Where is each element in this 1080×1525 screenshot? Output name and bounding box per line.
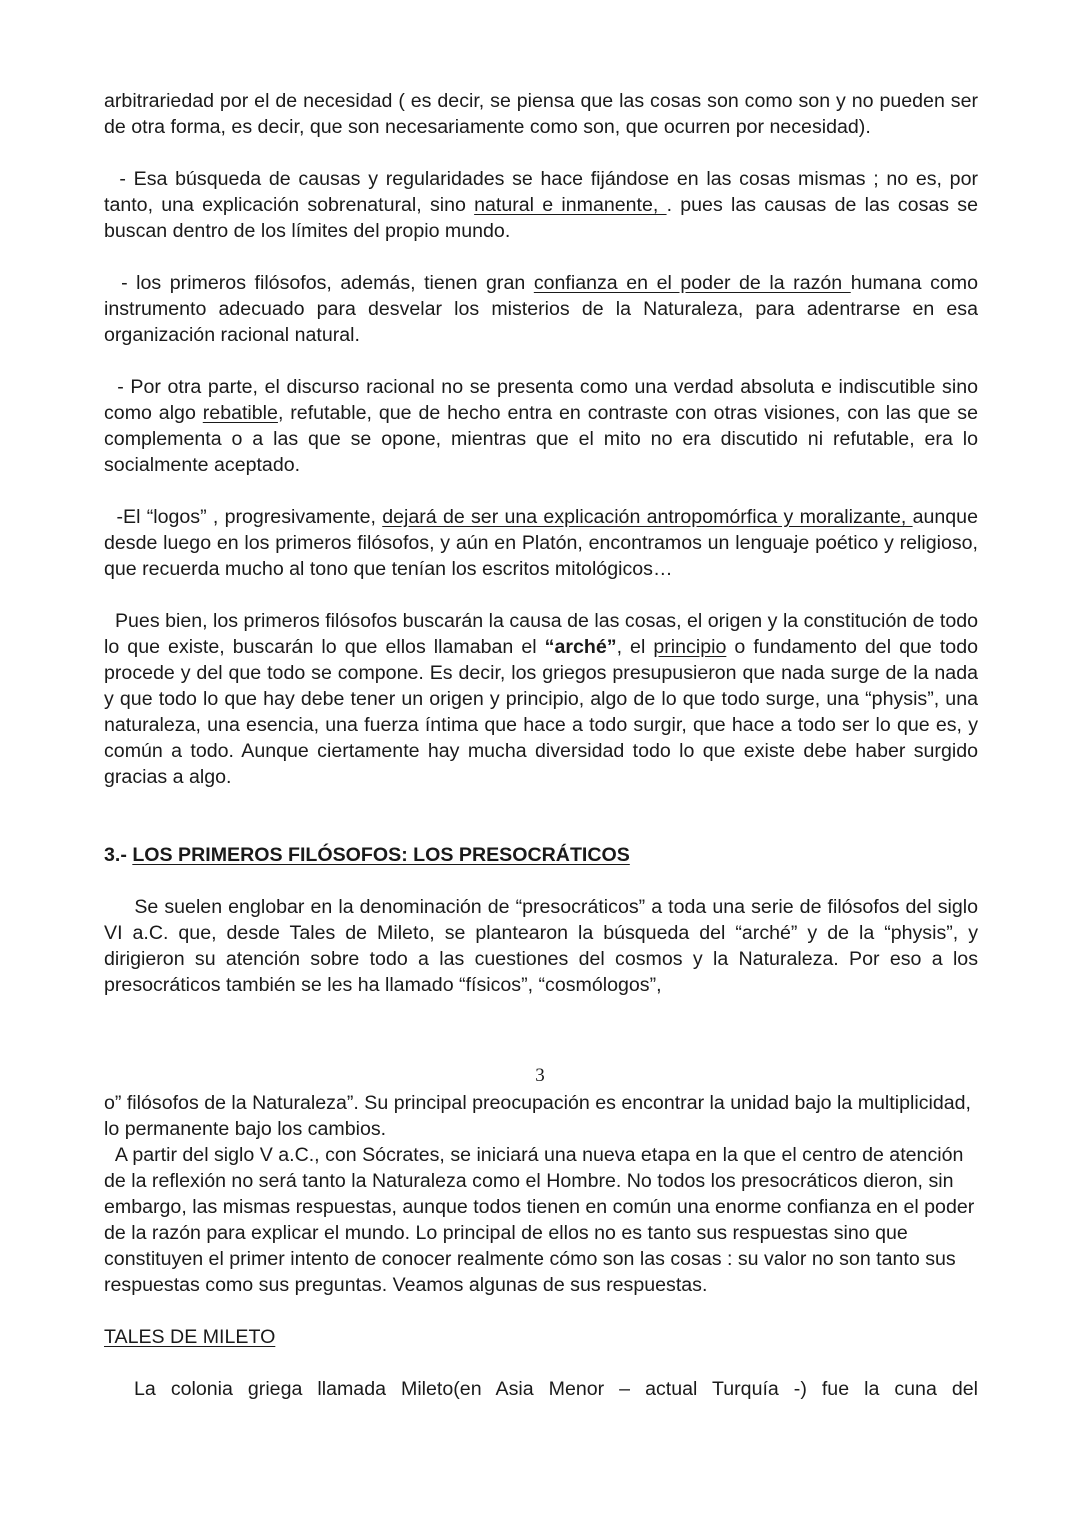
text: o fundamento del que todo procede y del que todo se compone. Es decir, los griegos presupusieron que nada surge de la nada y que todo lo que hay debe tener un origen y principio, algo de lo que todo surge, una “physis”, una naturaleza, una esencia, una fuerza íntima que hace a todo surgir, que hace a todo ser lo que es, y común a todo. Aunque ciertamente hay mucha diversidad todo lo que existe debe haber surgido gracias a algo. xyxy=(104,636,984,788)
text: - los primeros filósofos, además, tienen gran xyxy=(104,272,534,294)
text: , el xyxy=(616,636,654,658)
paragraph-logos xyxy=(104,504,984,582)
section-heading xyxy=(104,842,978,868)
text: -El “logos” , progresivamente, xyxy=(104,506,383,528)
text: Pues bien, los primeros filósofos buscarán la causa de las cosas, el origen y la constitución de todo lo que existe, buscarán lo que ellos llamaban el xyxy=(104,610,984,658)
paragraph-confianza xyxy=(104,270,984,348)
text: - Por otra parte, el discurso racional no se presenta como una verdad absoluta e indiscutible sino como algo xyxy=(104,376,984,424)
text: , refutable, que de hecho entra en contraste con otras visiones, con las que se complementa o a las que se opone, mientras que el mito no era discutido ni refutable, era lo socialmente aceptado. xyxy=(104,402,984,476)
underlined-text: confianza en el poder de la razón xyxy=(533,272,851,294)
paragraph-arche xyxy=(104,608,984,790)
text: - Esa búsqueda de causas y regularidades se hace fijándose en las cosas mismas ; no es, por tanto, una explicación sobrenatural, sino xyxy=(104,168,984,216)
paragraph-mileto: La colonia griega llamada Mileto(en Asia Menor – actual Turquía -) fue la cuna del xyxy=(104,1378,979,1400)
bold-text: “arché” xyxy=(544,636,617,658)
paragraph-naturaleza: o” filósofos de la Naturaleza”. Su principal preocupación es encontrar la unidad bajo la multiplicidad, lo permanente bajo los cambios. xyxy=(104,1092,971,1140)
section-title: LOS PRIMEROS FILÓSOFOS: LOS PRESOCRÁTICOS xyxy=(132,844,630,866)
paragraph-presocraticos: Se suelen englobar en la denominación de “presocráticos” a toda una serie de filósofos del siglo VI a.C. que, desde Tales de Mileto, se plantearon la búsqueda del “arché” y de la “physis”, y dirigieron su atención sobre todo a las cuestiones del cosmos y la Naturaleza. Por eso a los presocráticos también se les ha llamado “físicos”, “cosmólogos”, xyxy=(104,896,984,996)
page-number: 3 xyxy=(535,1065,545,1086)
underlined-text: principio xyxy=(653,636,727,658)
page-upper xyxy=(104,88,984,998)
text: . pues las causas de las cosas se buscan dentro de los límites del propio mundo. xyxy=(104,194,984,242)
section-number: 3.- xyxy=(104,844,133,866)
underlined-text: dejará de ser una explicación antropomórfica y moralizante, xyxy=(382,506,913,528)
text: aunque desde luego en los primeros filósofos, y aún en Platón, encontramos un lenguaje poético y religioso, que recuerda mucho al tono que tenían los escritos mitológicos… xyxy=(104,506,984,580)
underlined-text: natural e inmanente, xyxy=(474,194,667,216)
paragraph-discurso xyxy=(104,374,984,478)
paragraph-causas xyxy=(104,166,984,244)
subheading-tales: TALES DE MILETO xyxy=(104,1326,276,1348)
underlined-text: rebatible xyxy=(202,402,278,424)
paragraph-necesidad: arbitrariedad por el de necesidad ( es decir, se piensa que las cosas son como son y no pueden ser de otra forma, es decir, que son necesariamente como son, que ocurren por necesidad). xyxy=(104,90,978,138)
page-lower xyxy=(104,1090,978,1402)
paragraph-socrates: A partir del siglo V a.C., con Sócrates, se iniciará una nueva etapa en la que el centro de atención de la reflexión no será tanto la Naturaleza como el Hombre. No todos los presocráticos dieron, sin embargo, las mismas respuestas, aunque todos tienen en común una enorme confianza en el poder de la razón para explicar el mundo. Lo principal de ellos no es tanto sus respuestas sino que constituyen el primer intento de conocer realmente cómo son las cosas : su valor no son tanto sus respuestas como sus preguntas. Veamos algunas de sus respuestas. xyxy=(104,1144,980,1296)
text: humana como instrumento adecuado para desvelar los misterios de la Naturaleza, para adentrarse en esa organización racional natural. xyxy=(104,272,984,346)
